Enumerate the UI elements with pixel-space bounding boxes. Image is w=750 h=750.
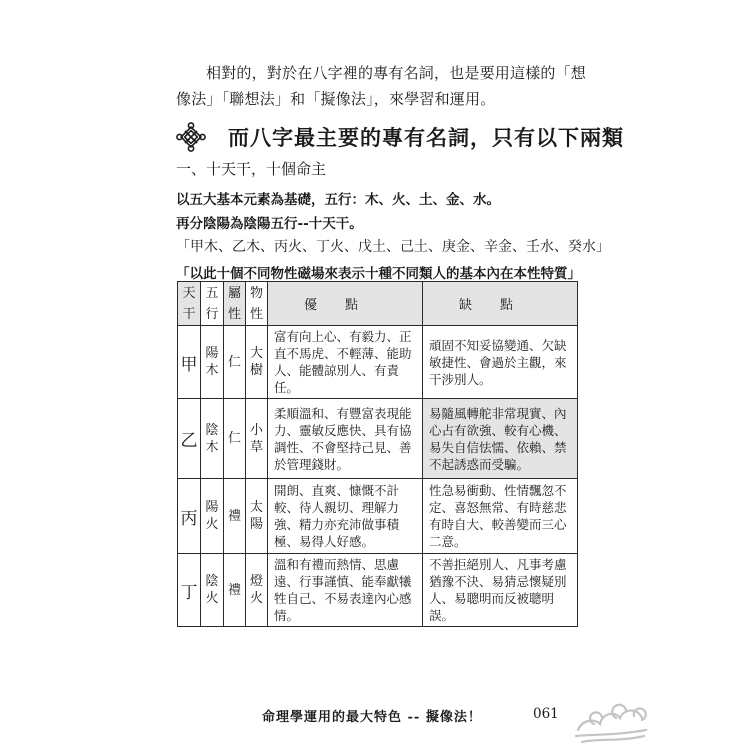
header-tiangan: 天 干 xyxy=(178,282,201,326)
body-line: 「甲木、乙木、丙火、丁火、戊土、己土、庚金、辛金、壬水、癸水」 xyxy=(176,239,610,255)
shuxing-cell: 仁 xyxy=(224,326,246,399)
endless-knot-icon xyxy=(176,122,206,152)
wuxingxing-cell: 太 陽 xyxy=(246,479,268,554)
wuxing-cell: 陽 火 xyxy=(201,479,224,554)
body-line: 以五大基本元素為基礎，五行：木、火、土、金、水。 xyxy=(176,192,500,208)
table-row xyxy=(178,326,578,399)
disadvantage-cell: 易隨風轉舵非常現實、內心占有欲強、較有心機、易失自信怯懦、依賴、禁不起誘惑而受騙。 xyxy=(423,399,578,479)
header-disadvantage: 缺點 xyxy=(423,282,578,326)
advantage-cell: 開朗、直爽、慷慨不計較、待人親切、理解力強、精力亦充沛做事積極、易得人好感。 xyxy=(268,479,423,554)
table-row xyxy=(178,554,578,627)
header-shuxing: 屬 性 xyxy=(224,282,246,326)
table-row xyxy=(178,399,578,479)
body-line: 「以此十個不同物性磁場來表示十種不同類人的基本內在本性特質」 xyxy=(176,266,581,282)
wuxing-cell: 陽 木 xyxy=(201,326,224,399)
header-wuxing2: 物 性 xyxy=(246,282,268,326)
page-number: 061 xyxy=(533,706,559,722)
advantage-cell: 富有向上心、有毅力、正直不馬虎、不輕薄、能助人、能體諒別人、有責任。 xyxy=(268,326,423,399)
wuxingxing-cell: 燈 火 xyxy=(246,554,268,627)
gan-cell: 甲 xyxy=(178,326,201,399)
advantage-cell: 溫和有禮而熱情、思慮遠、行事謹慎、能奉獻犧牲自己、不易表達內心感情。 xyxy=(268,554,423,627)
disadvantage-cell: 頑固不知妥協變通、欠缺敏捷性、會過於主觀，來干涉別人。 xyxy=(423,326,578,399)
wuxingxing-cell: 大 樹 xyxy=(246,326,268,399)
body-line: 再分陰陽為陰陽五行--十天干。 xyxy=(176,216,363,232)
tiangan-table xyxy=(177,281,578,627)
section-title: 而八字最主要的專有名詞，只有以下兩類 xyxy=(228,125,624,150)
subsection-title: 一、十天干，十個命主 xyxy=(176,160,327,178)
table-row xyxy=(178,479,578,554)
gan-cell: 乙 xyxy=(178,399,201,479)
gan-cell: 丁 xyxy=(178,554,201,627)
intro-paragraph: 相對的，對於在八字裡的專有名詞，也是要用這樣的「想像法」「聯想法」和「擬像法」，來學習和運用。 xyxy=(176,64,587,108)
gan-cell: 丙 xyxy=(178,479,201,554)
shuxing-cell: 禮 xyxy=(224,554,246,627)
wuxing-cell: 陰 木 xyxy=(201,399,224,479)
advantage-cell: 柔順溫和、有豐富表現能力、靈敏反應快、具有協調性、不會堅持己見、善於管理錢財。 xyxy=(268,399,423,479)
disadvantage-cell: 不善拒絕別人、凡事考慮猶豫不決、易猜忌懷疑別人、易聰明而反被聰明誤。 xyxy=(423,554,578,627)
shuxing-cell: 禮 xyxy=(224,479,246,554)
table-header-row xyxy=(178,282,578,326)
header-wuxing: 五 行 xyxy=(201,282,224,326)
shuxing-cell: 仁 xyxy=(224,399,246,479)
wuxingxing-cell: 小 草 xyxy=(246,399,268,479)
header-advantage: 優點 xyxy=(268,282,423,326)
disadvantage-cell: 性急易衝動、性情飄忽不定、喜怒無常、有時慈悲有時自大、較善變而三心二意。 xyxy=(423,479,578,554)
footer-title: 命理學運用的最大特色 -- 擬像法！ xyxy=(262,710,482,725)
cloud-swirl-icon xyxy=(572,690,650,744)
section-heading xyxy=(176,122,624,152)
wuxing-cell: 陰 火 xyxy=(201,554,224,627)
